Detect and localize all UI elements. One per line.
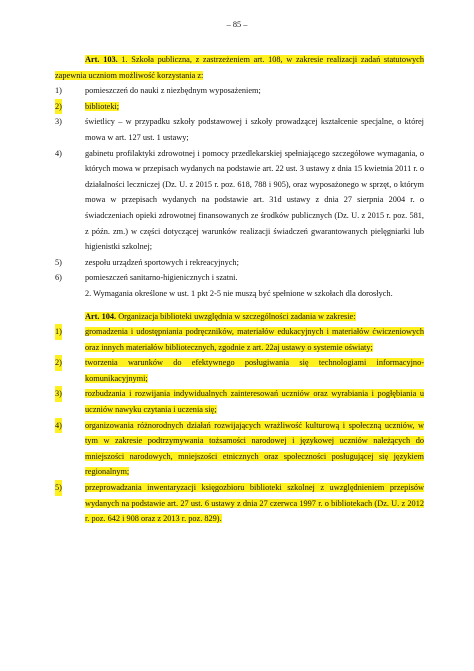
item-number: 5) — [55, 480, 62, 496]
art104-intro: Organizacja biblioteki uwzględnia w szczególności zadania w zakresie: — [118, 311, 356, 321]
item-number: 6) — [55, 273, 62, 283]
item-text: tworzenia warunków do efektywnego posługiwania się technologiami informacyjno-komunikacyjnymi; — [85, 358, 424, 383]
art103-item-2 — [55, 99, 424, 115]
item-text: gromadzenia i udostępniania podręczników, materiałów edukacyjnych i materiałów ćwiczeniowych oraz innych materiałów bibliotecznych, zgodnie z art. 22aj ustawy o systemie oświaty; — [85, 327, 424, 352]
art103-intro: 1. Szkoła publiczna, z zastrzeżeniem art. 108, w zakresie realizacji zadań statutowych zapewnia uczniom możliwość korzystania z: — [55, 55, 425, 80]
section-gap — [55, 302, 424, 309]
art103-intro-paragraph — [55, 52, 424, 83]
item-text: przeprowadzania inwentaryzacji księgozbioru biblioteki szkolnej z uwzględnieniem przepisów wydanych na podstawie art. 27 ust. 6 ustawy z dnia 27 czerwca 1997 r. o bibliotekach (Dz. U. z 2012 r. poz. 642 i 908 oraz z 2013 r. poz. 829). — [85, 483, 424, 524]
item-text: biblioteki; — [85, 101, 120, 111]
art103-item-5 — [55, 255, 424, 271]
item-number: 3) — [55, 117, 62, 127]
art104-item-5 — [55, 480, 424, 527]
item-number: 1) — [55, 86, 62, 96]
item-text: organizowania różnorodnych działań rozwijających wrażliwość kulturową i społeczną uczniów, w tym w zakresie podtrzymywania tożsamości narodowej i językowej uczniów należących do mniejszości narodowych, mniejszości etnicznych oraz społeczności posługującej się językiem regionalnym; — [85, 420, 424, 477]
item-text: zespołu urządzeń sportowych i rekreacyjnych; — [85, 257, 239, 267]
item-number: 4) — [55, 418, 62, 434]
art103-para2: 2. Wymagania określone w ust. 1 pkt 2-5 nie muszą być spełnione w szkołach dla dorosłych. — [85, 288, 393, 298]
art104-label: Art. 104. — [85, 311, 117, 321]
item-number: 5) — [55, 257, 62, 267]
item-number: 1) — [55, 324, 62, 340]
item-text: pomieszczeń do nauki z niezbędnym wyposażeniem; — [85, 86, 261, 96]
item-number: 4) — [55, 148, 62, 158]
art103-item-6 — [55, 270, 424, 286]
art104-item-3 — [55, 386, 424, 417]
art104-highlight — [85, 312, 356, 321]
item-number: 3) — [55, 386, 62, 402]
item-number: 2) — [55, 99, 62, 115]
art103-label: Art. 103. — [85, 55, 118, 64]
page-content — [55, 52, 424, 527]
item-text: świetlicy – w przypadku szkoły podstawowej i szkoły prowadzącej kształcenie specjalne, o której mowa w art. 127 ust. 1 ustawy; — [85, 117, 424, 142]
item-text: gabinetu profilaktyki zdrowotnej i pomocy przedlekarskiej spełniającego szczegółowe wymagania, o których mowa w przepisach wydanych na podstawie art. 22 ust. 3 ustawy z dnia 15 kwietnia 2011 r. o działalności leczniczej (Dz. U. z 2015 r. poz. 618, 788 i 905), oraz wyposażonego w sprzęt, o którym mowa w przepisach wydanych na podstawie art. 31d ustawy z dnia 27 sierpnia 2004 r. o świadczeniach opieki zdrowotnej finansowanych ze środków publicznych (Dz. U. z 2015 r. poz. 581, z późn. zm.) w części dotyczącej warunków realizacji świadczeń gwarantowanych pielęgniarki lub higienistki szkolnej; — [85, 148, 424, 252]
art103-item-3 — [55, 114, 424, 145]
item-text: pomieszczeń sanitarno-higienicznych i szatni. — [85, 273, 238, 283]
item-text: rozbudzania i rozwijania indywidualnych zainteresowań uczniów oraz wyrabiania i pogłębiania u uczniów nawyku czytania i uczenia się; — [85, 389, 424, 415]
art103-highlight — [55, 55, 424, 80]
art104-item-4 — [55, 418, 424, 480]
art103-item-1 — [55, 83, 424, 99]
item-number: 2) — [55, 355, 62, 371]
art104-item-1 — [55, 324, 424, 355]
art104-item-2 — [55, 355, 424, 386]
art103-item-4 — [55, 146, 424, 255]
page-number: – 85 – — [226, 20, 248, 29]
art104-intro-paragraph — [55, 309, 424, 325]
